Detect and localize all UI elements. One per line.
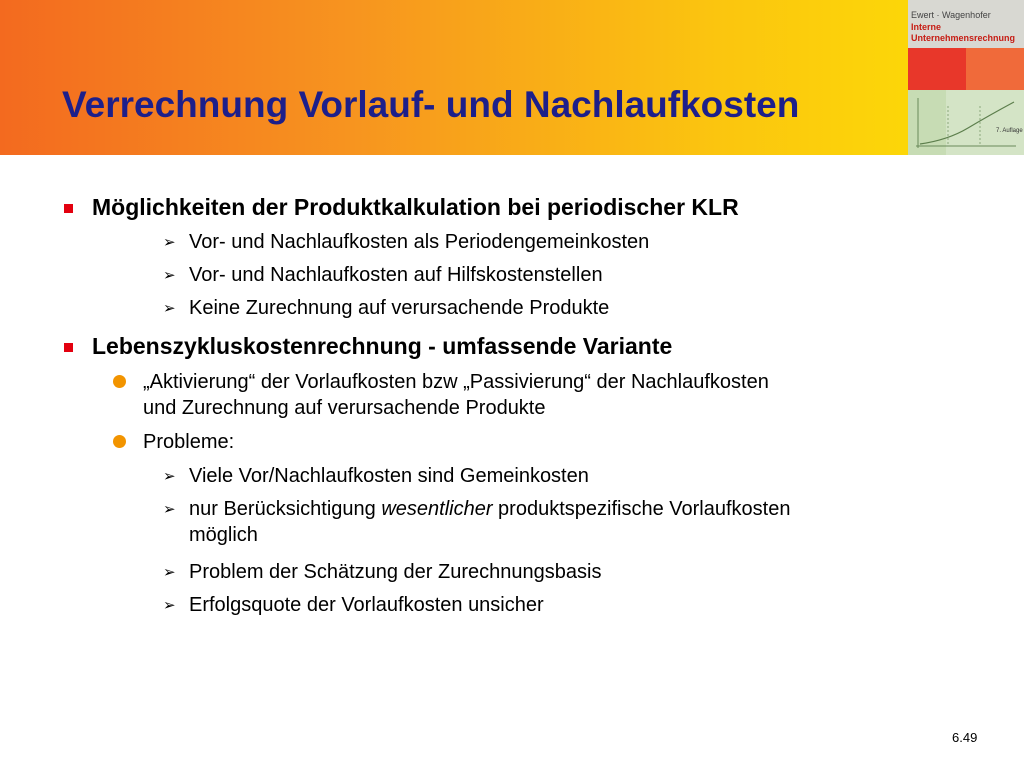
dot-bullet-icon [113,435,126,448]
arrow-bullet-icon: ➢ [163,564,176,581]
slide-title: Verrechnung Vorlauf- und Nachlaufkosten [62,84,800,125]
bullet-level1: Lebenszykluskostenrechnung - umfassende Variante [92,333,673,359]
text-segment: nur Berücksichtigung [189,498,382,520]
arrow-bullet-icon: ➢ [163,300,176,317]
book-author: Ewert · Wagenhofer [911,10,991,20]
book-title-line2: Unternehmensrechnung [911,33,1016,43]
page-number: 6.49 [952,730,978,745]
bullet-level3: Vor- und Nachlaufkosten auf Hilfskostenstellen [189,264,603,286]
bullet-level1: Möglichkeiten der Produktkalkulation bei periodischer KLR [92,194,739,220]
emphasized-text: wesentlicher [381,498,493,520]
arrow-bullet-icon: ➢ [163,234,176,251]
arrow-bullet-icon: ➢ [163,468,176,485]
bullet-level3-line2: möglich [189,524,258,546]
bullet-level3: Vor- und Nachlaufkosten als Periodengemeinkosten [189,231,650,253]
bullet-level2-line2: und Zurechnung auf verursachende Produkte [143,397,546,419]
book-edition: 7. Auflage [996,128,1023,134]
bullet-level2: Probleme: [143,431,235,453]
header-banner [0,0,1024,155]
dot-bullet-icon [113,375,126,388]
arrow-bullet-icon: ➢ [163,501,176,518]
book-title-line1: Interne [911,22,942,32]
text-segment: produktspezifische Vorlaufkosten [492,498,791,520]
square-bullet-icon [64,204,73,213]
square-bullet-icon [64,343,73,352]
book-cover-image [908,0,1024,155]
book-cover-graphic [908,48,1024,155]
bullet-level3: Erfolgsquote der Vorlaufkosten unsicher [189,594,544,616]
bullet-level3: Problem der Schätzung der Zurechnungsbasis [189,561,602,583]
arrow-bullet-icon: ➢ [163,267,176,284]
arrow-bullet-icon: ➢ [163,597,176,614]
bullet-level2-line1: „Aktivierung“ der Vorlaufkosten bzw „Passivierung“ der Nachlaufkosten [143,371,769,393]
bullet-level3: Keine Zurechnung auf verursachende Produkte [189,297,610,319]
bullet-level3-line1 [189,497,790,522]
bullet-level3: Viele Vor/Nachlaufkosten sind Gemeinkosten [189,465,589,487]
